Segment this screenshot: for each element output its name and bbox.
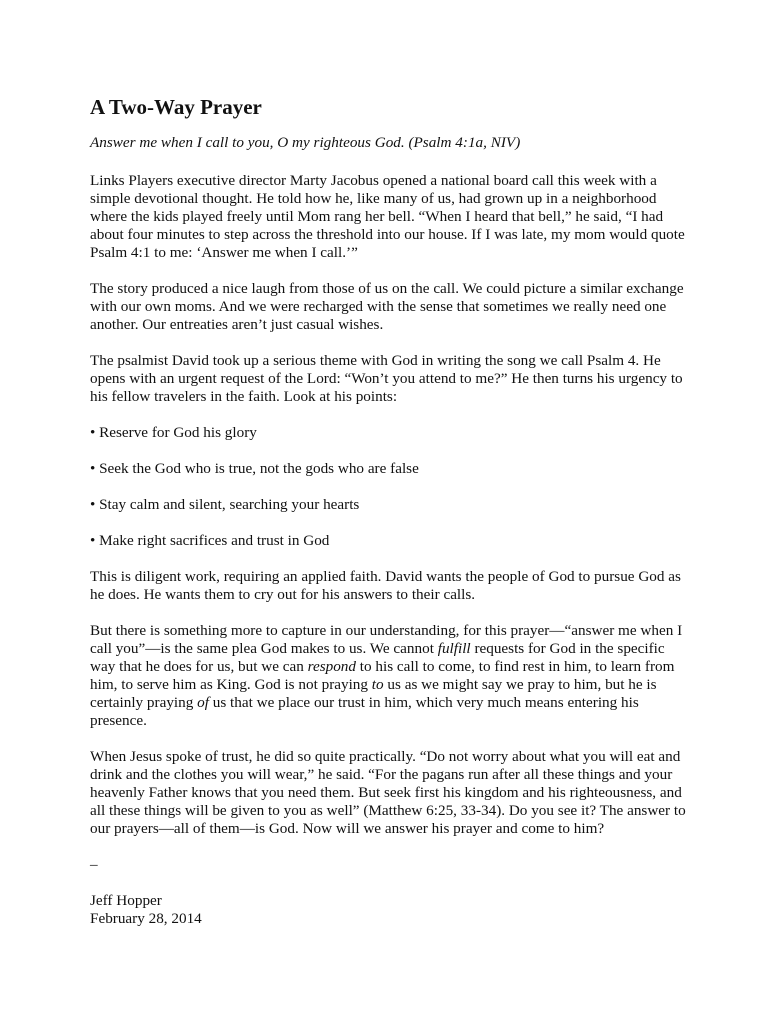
p5-text-i: us that we place our trust in him, which very much means entering his presence. — [90, 694, 639, 729]
p5-text-e: to his call to come, to find rest in him, to learn from him, to serve him as King. God is not praying — [90, 658, 675, 693]
bullet-item-2: • Seek the God who is true, not the gods who are false — [90, 460, 419, 477]
document-page — [90, 94, 690, 928]
p5-emphasis-to: to — [371, 676, 384, 693]
p5-text-g: us as we might say we pray to him, but he is certainly praying — [90, 676, 657, 711]
paragraph-1: Links Players executive director Marty Jacobus opened a national board call this week with a simple devotional thought. He told how he, like many of us, had grown up in a neighborhood where the kids played freely until Mom rang her bell. “When I heard that bell,” he said, “I had about four minutes to step across the threshold into our house. If I was late, my mom would quote Psalm 4:1 to me: ‘Answer me when I call.’” — [90, 172, 685, 261]
paragraph-3: The psalmist David took up a serious theme with God in writing the song we call Psalm 4. He opens with an urgent request of the Lord: “Won’t you attend to me?” He then turns his urgency to his fellow travelers in the faith. Look at his points: — [90, 352, 683, 405]
author-name: Jeff Hopper — [90, 892, 162, 909]
p5-emphasis-of: of — [197, 694, 209, 711]
bullet-item-3: • Stay calm and silent, searching your hearts — [90, 496, 360, 513]
p5-emphasis-fulfill: fulfill — [437, 640, 471, 657]
article-title: A Two-Way Prayer — [90, 95, 262, 119]
paragraph-4: This is diligent work, requiring an applied faith. David wants the people of God to pursue God as he does. He wants them to cry out for his answers to their calls. — [90, 568, 681, 603]
paragraph-6: When Jesus spoke of trust, he did so quite practically. “Do not worry about what you will eat and drink and the clothes you will wear,” he said. “For the pagans run after all these things and your heavenly Father knows that you need them. But seek first his kingdom and his righteousness, and all these things will be given to you as well” (Matthew 6:25, 33-34). Do you see it? The answer to our prayers—all of them—is God. Now will we answer his prayer and come to him? — [90, 748, 686, 837]
scripture-epigraph: Answer me when I call to you, O my righteous God. (Psalm 4:1a, NIV) — [90, 134, 521, 151]
p5-text-c: requests for God in the specific way that he does for us, but we can — [90, 640, 665, 675]
separator-dash: – — [90, 856, 98, 873]
bullet-item-4: • Make right sacrifices and trust in God — [90, 532, 330, 549]
p5-emphasis-respond: respond — [307, 658, 356, 675]
bullet-item-1: • Reserve for God his glory — [90, 424, 257, 441]
paragraph-2: The story produced a nice laugh from those of us on the call. We could picture a similar exchange with our own moms. And we were recharged with the sense that sometimes we really need one another. Our entreaties aren’t just casual wishes. — [90, 280, 684, 333]
p5-text-a: But there is something more to capture in our understanding, for this prayer—“answer me when I call you”—is the same plea God makes to us. We cannot — [90, 622, 683, 657]
paragraph-5 — [90, 622, 690, 730]
publish-date: February 28, 2014 — [90, 910, 202, 927]
